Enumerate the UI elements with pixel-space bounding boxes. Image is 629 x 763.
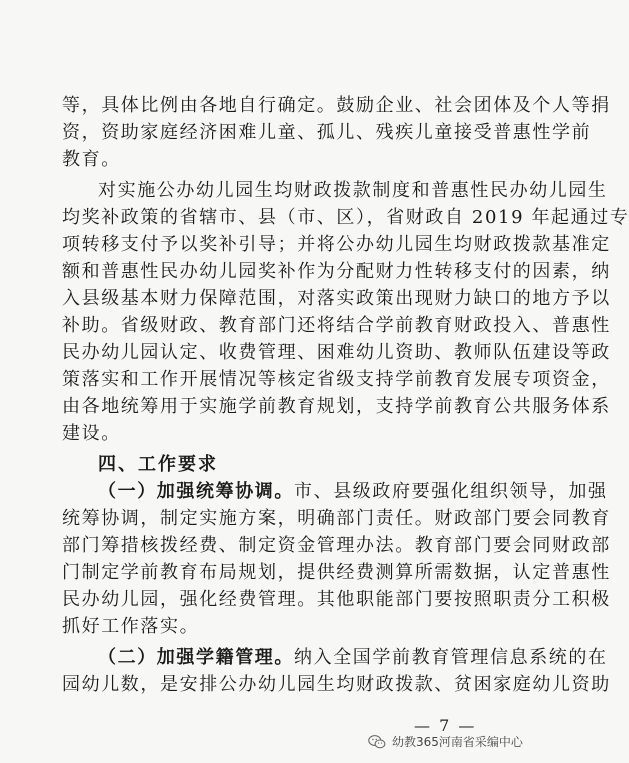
body-line: 项转移支付予以奖补引导；并将公办幼儿园生均财政拨款基准定: [62, 234, 611, 255]
section-paragraph-first-line: [98, 644, 608, 672]
body-line: 对实施公办幼儿园生均财政拨款制度和普惠性民办幼儿园生: [98, 180, 608, 201]
body-line: 建设。: [62, 423, 121, 444]
body-line: 补助。省级财政、教育部门还将结合学前教育财政投入、普惠性: [62, 315, 611, 336]
body-line: 均奖补政策的省辖市、县（市、区），省财政自 2019 年起通过专: [62, 207, 629, 228]
body-line: 抓好工作落实。: [62, 616, 200, 637]
page-number: — 7 —: [414, 716, 477, 735]
body-text: 纳入全国学前教育管理信息系统的在: [294, 647, 608, 668]
wechat-icon: [368, 734, 386, 750]
watermark-text: 幼教365河南省采编中心: [392, 735, 523, 749]
watermark: [368, 733, 523, 750]
body-line: 由各地统筹用于实施学前教育规划，支持学前教育公共服务体系: [62, 396, 611, 417]
section-paragraph-first-line: [98, 478, 608, 506]
body-line: 策落实和工作开展情况等核定省级支持学前教育发展专项资金，: [62, 369, 611, 390]
body-line: 教育。: [62, 149, 121, 170]
body-line: 统筹协调，制定实施方案，明确部门责任。财政部门要会同教育: [62, 508, 611, 529]
body-line: 民办幼儿园认定、收费管理、困难幼儿资助、教师队伍建设等政: [62, 342, 611, 363]
body-line: 民办幼儿园，强化经费管理。其他职能部门要按照职责分工积极: [62, 589, 611, 610]
section-lead: （一）加强统筹协调。: [98, 481, 294, 502]
body-line: 门制定学前教育布局规划，提供经费测算所需数据，认定普惠性: [62, 562, 611, 583]
section-lead: （二）加强学籍管理。: [98, 647, 294, 668]
body-line: 等，具体比例由各地自行确定。鼓励企业、社会团体及个人等捐: [62, 95, 611, 116]
body-line: 部门筹措核拨经费、制定资金管理办法。教育部门要会同财政部: [62, 535, 611, 556]
body-line: 额和普惠性民办幼儿园奖补作为分配财力性转移支付的因素，纳: [62, 261, 611, 282]
section-heading: 四、工作要求: [98, 454, 218, 475]
body-line: 入县级基本财力保障范围，对落实政策出现财力缺口的地方予以: [62, 288, 611, 309]
body-line: 园幼儿数，是安排公办幼儿园生均财政拨款、贫困家庭幼儿资助: [62, 674, 611, 695]
body-text: 市、县级政府要强化组织领导，加强: [294, 481, 608, 502]
body-line: 资，资助家庭经济困难儿童、孤儿、残疾儿童接受普惠性学前: [62, 122, 592, 143]
